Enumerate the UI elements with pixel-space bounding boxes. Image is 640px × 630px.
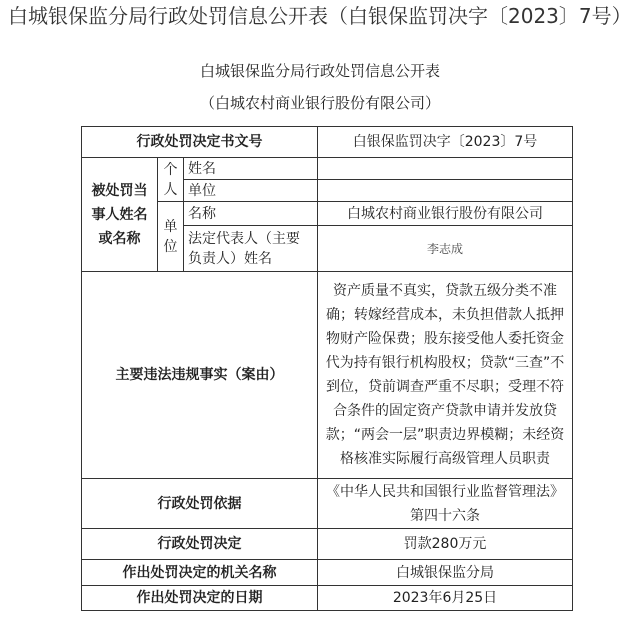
entity-name-value: 白城农村商业银行股份有限公司 (318, 202, 573, 226)
party-label: 被处罚当事人姓名或名称 (82, 158, 158, 272)
page-headline: 白城银保监分局行政处罚信息公开表（白银保监罚决字〔2023〕7号） (8, 4, 632, 28)
document-title: 白城银保监分局行政处罚信息公开表 (199, 62, 440, 80)
table-row (82, 272, 573, 479)
document-subtitle: （白城农村商业银行股份有限公司） (199, 94, 440, 112)
table-row (82, 529, 573, 560)
table-row (82, 479, 573, 529)
unit-label: 单位 (184, 180, 318, 202)
individual-label: 个人 (158, 158, 184, 202)
doc-number-value: 白银保监罚决字〔2023〕7号 (318, 127, 573, 158)
entity-name-label: 名称 (184, 202, 318, 226)
facts-value: 资产质量不真实，贷款五级分类不准确；转嫁经营成本，未负担借款人抵押物财产险保费；股东接受他人委托资金代为持有银行机构股权；贷款“三查”不到位，贷前调查严重不尽职；受理不符合条件的固定资产贷款申请并发放贷款；“两会一层”职责边界模糊；未经资格核准实际履行高级管理人员职责 (318, 272, 573, 479)
legal-rep-label: 法定代表人（主要负责人）姓名 (184, 226, 318, 272)
authority-label: 作出处罚决定的机关名称 (82, 560, 318, 586)
table-row (82, 560, 573, 586)
date-value: 2023年6月25日 (318, 586, 573, 611)
authority-value: 白城银保监分局 (318, 560, 573, 586)
penalty-info-table (81, 126, 573, 611)
legal-rep-value: 李志成 (318, 226, 573, 272)
table-row (82, 586, 573, 611)
entity-label: 单位 (158, 202, 184, 272)
table-row (82, 158, 573, 180)
name-value (318, 158, 573, 180)
facts-label: 主要违法违规事实（案由） (82, 272, 318, 479)
basis-value: 《中华人民共和国银行业监督管理法》第四十六条 (318, 479, 573, 529)
table-row (82, 127, 573, 158)
basis-label: 行政处罚依据 (82, 479, 318, 529)
decision-label: 行政处罚决定 (82, 529, 318, 560)
doc-number-label: 行政处罚决定书文号 (82, 127, 318, 158)
unit-value (318, 180, 573, 202)
name-label: 姓名 (184, 158, 318, 180)
decision-value: 罚款280万元 (318, 529, 573, 560)
date-label: 作出处罚决定的日期 (82, 586, 318, 611)
